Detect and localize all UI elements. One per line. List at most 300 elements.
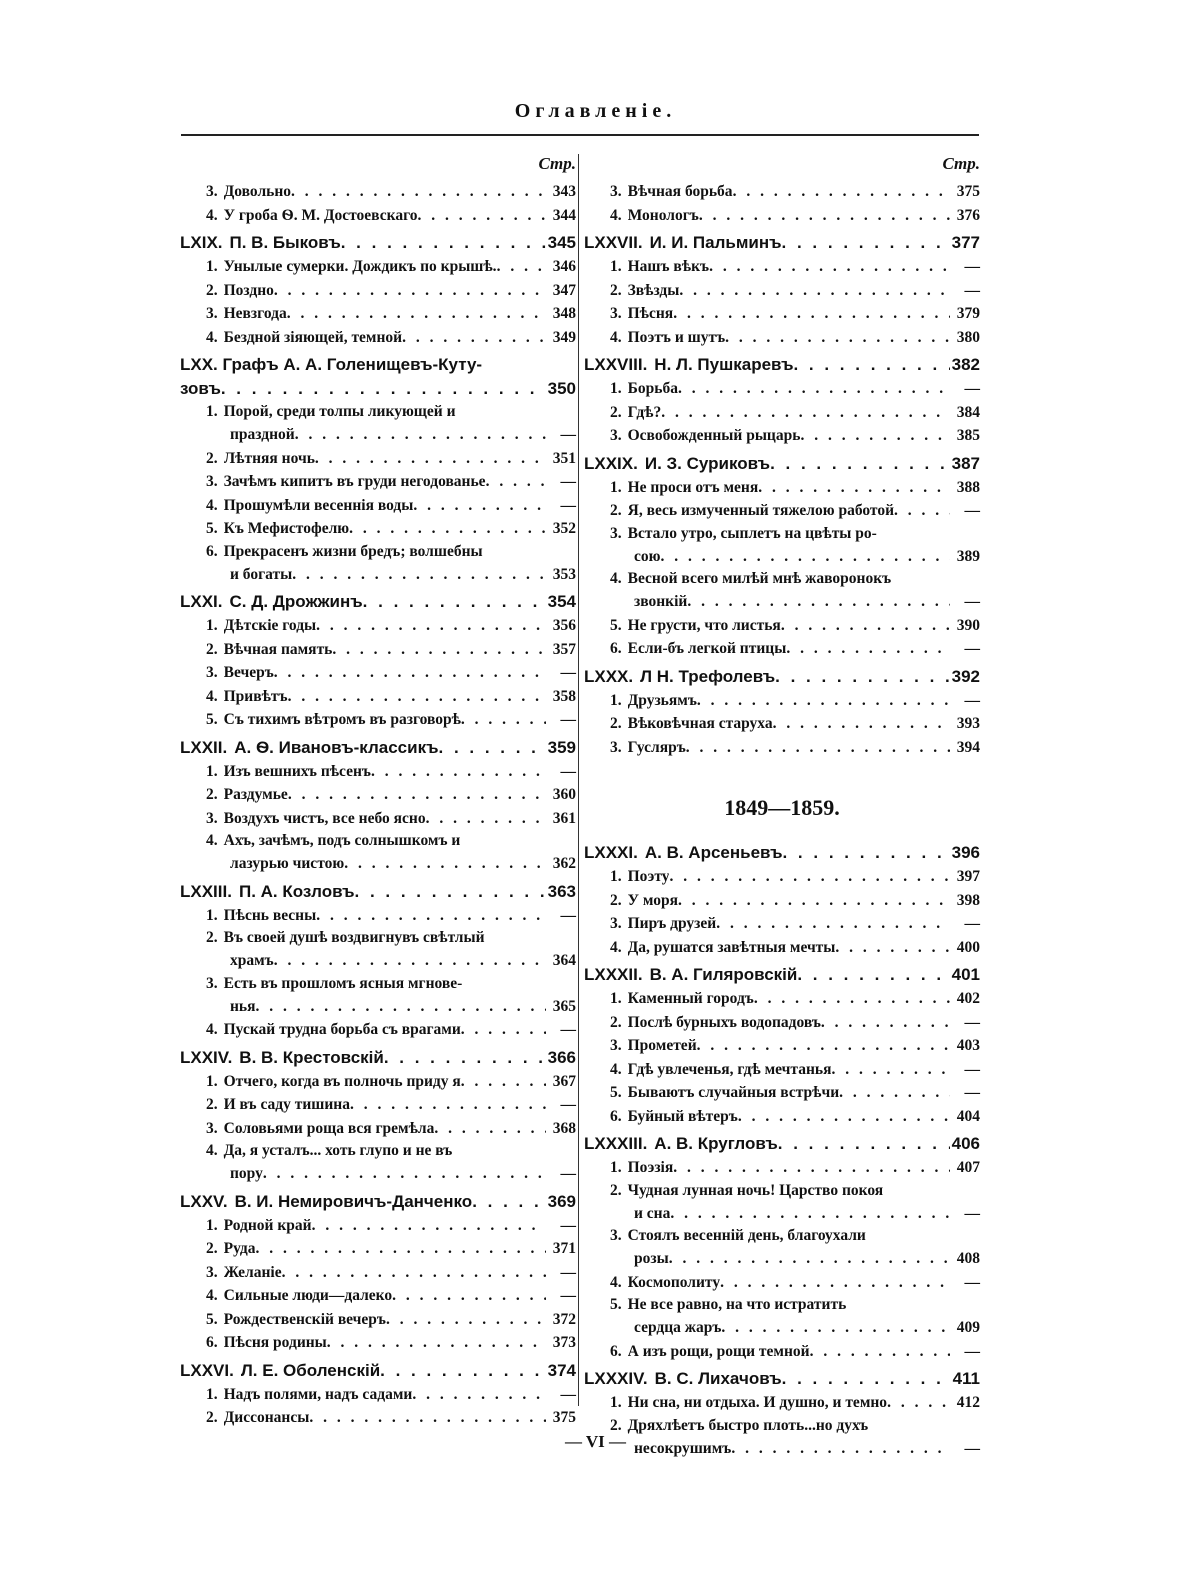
toc-poem-entry — [584, 499, 980, 523]
entry-page: 388 — [956, 478, 980, 496]
entry-title-part1: Стоялъ весеннiй день, благоухали — [627, 1227, 866, 1244]
leader-dots — [386, 1308, 546, 1332]
entry-number: 6. — [206, 1334, 218, 1351]
leader-dots — [461, 1070, 546, 1094]
entry-title-part1: Весной всего милѣй мнѣ жаворонокъ — [627, 570, 892, 587]
entry-page: 371 — [552, 1240, 576, 1257]
leader-dots — [274, 949, 546, 973]
entry-number: 1. — [206, 617, 218, 634]
leader-dots — [316, 614, 546, 638]
entry-page: — — [964, 502, 980, 519]
entry-number: 2. — [206, 786, 218, 803]
entry-title-part1: Да, я усталъ... хоть глупо и не въ — [223, 1142, 453, 1159]
leader-dots — [797, 963, 950, 987]
entry-number: 3. — [610, 427, 622, 444]
toc-poem-entry — [584, 637, 980, 661]
toc-poem-entry — [584, 1081, 980, 1105]
entry-title: Пѣсня — [627, 305, 674, 322]
leader-dots — [412, 1383, 546, 1407]
toc-poem-entry — [584, 736, 980, 760]
entry-page: 354 — [547, 592, 576, 611]
entry-title-line — [206, 852, 576, 876]
entry-title-part2: несокрушимъ — [634, 1439, 732, 1457]
toc-poem-entry — [180, 1070, 576, 1094]
entry-number: 1. — [206, 403, 218, 420]
toc-author-entry — [180, 353, 576, 401]
leader-dots — [709, 255, 950, 279]
leader-dots — [380, 1359, 546, 1383]
entry-title-line — [206, 949, 576, 973]
entry-number: 1. — [610, 868, 622, 885]
entry-page: 348 — [552, 305, 576, 322]
entry-number: 1. — [206, 258, 218, 275]
entry-title: Надъ полями, надъ садами — [223, 1385, 413, 1403]
toc-poem-entry — [584, 865, 980, 889]
leader-dots — [413, 494, 546, 518]
entry-page: 359 — [547, 737, 576, 757]
entry-title: Воздухъ чистъ, все небо ясно — [223, 809, 426, 827]
toc-author-entry — [180, 1190, 576, 1214]
toc-poem-entry — [180, 1308, 576, 1332]
toc-poem-entry — [584, 1011, 980, 1035]
entry-page: 351 — [552, 449, 576, 467]
entry-page: — — [560, 1287, 576, 1304]
toc-author-entry — [180, 880, 576, 904]
entry-page: 382 — [951, 355, 980, 374]
toc-poem-entry — [584, 523, 980, 569]
entry-number: 5. — [206, 1310, 218, 1328]
entry-title-line — [206, 541, 576, 563]
leader-dots — [291, 180, 546, 204]
entry-title: И. З. Суриковъ — [644, 453, 771, 473]
entry-page: 390 — [956, 616, 980, 634]
entry-page: — — [964, 1013, 980, 1031]
entry-title-part2: праздной — [230, 426, 295, 443]
entry-title: У моря — [627, 891, 678, 909]
leader-dots — [673, 302, 950, 326]
entry-title: Каменный городъ — [627, 990, 754, 1007]
entry-title-line — [610, 1180, 980, 1202]
entry-title: Руда — [223, 1240, 256, 1257]
entry-title: Прошумѣли весеннiя воды — [223, 496, 414, 514]
toc-poem-entry — [180, 760, 576, 784]
entry-title-line — [206, 423, 576, 447]
toc-entries — [584, 180, 980, 1460]
leader-dots — [697, 1034, 950, 1058]
toc-author-entry — [180, 1359, 576, 1383]
entry-title: Къ Мефистофелю — [223, 520, 350, 537]
toc-poem-entry — [180, 447, 576, 471]
entry-title-line — [610, 1247, 980, 1271]
entry-number: 2. — [206, 449, 218, 467]
entry-title: Если-бъ легкой птицы — [627, 640, 787, 657]
toc-poem-entry — [584, 614, 980, 638]
leader-dots — [309, 1406, 546, 1430]
leader-dots — [461, 1018, 546, 1042]
leader-dots — [669, 1247, 950, 1271]
entry-page: 412 — [956, 1394, 980, 1411]
entry-number: 2. — [206, 929, 218, 946]
entry-page: 398 — [956, 891, 980, 909]
entry-title: Бываютъ случайныя встрѣчи — [627, 1084, 840, 1101]
leader-dots — [738, 1105, 950, 1129]
entry-page: 360 — [552, 786, 576, 803]
leader-dots — [497, 255, 546, 279]
leader-dots — [316, 904, 546, 928]
header-rule — [181, 134, 979, 136]
entry-page: 343 — [552, 183, 576, 200]
entry-title: Друзьямъ — [627, 691, 697, 709]
leader-dots — [327, 1331, 546, 1355]
toc-poem-entry — [584, 936, 980, 960]
entry-title-line — [206, 973, 576, 995]
entry-page: 396 — [951, 843, 980, 862]
toc-poem-entry — [180, 204, 576, 228]
entry-number: 1. — [610, 478, 622, 496]
entry-page: 372 — [552, 1310, 576, 1328]
toc-poem-entry — [584, 302, 980, 326]
leader-dots — [773, 712, 950, 736]
toc-poem-entry — [584, 1058, 980, 1082]
entry-number: 1. — [206, 1072, 218, 1090]
entry-number: LXXVII. — [584, 233, 643, 252]
entry-number: 1. — [206, 762, 218, 780]
entry-title: А. В. Арсеньевъ — [644, 843, 783, 862]
toc-author-entry — [584, 231, 980, 255]
toc-poem-entry — [584, 889, 980, 913]
entry-page: 384 — [956, 403, 980, 421]
entry-number: 2. — [610, 403, 622, 421]
toc-author-entry — [584, 665, 980, 689]
entry-number: 5. — [206, 520, 218, 537]
entry-title: Диссонансы — [223, 1409, 310, 1426]
toc-author-entry — [584, 353, 980, 377]
entry-title: Ни сна, ни отдыха. И душно, и темно — [627, 1394, 888, 1411]
entry-title: Нашъ вѣкъ — [627, 258, 710, 275]
entry-page: — — [560, 473, 576, 490]
entry-title: Освобожденный рыцарь — [627, 427, 801, 444]
leader-dots — [660, 545, 950, 569]
toc-author-entry — [180, 736, 576, 760]
toc-poem-entry — [584, 204, 980, 228]
entry-title: Буйный вѣтеръ — [627, 1107, 738, 1125]
leader-dots — [434, 1117, 546, 1141]
leader-dots — [288, 685, 546, 709]
entry-page: 369 — [547, 1191, 576, 1211]
leader-dots — [350, 1093, 546, 1117]
entry-number: 2. — [206, 640, 218, 658]
entry-page: 403 — [956, 1037, 980, 1054]
entry-title: Гдѣ? — [627, 403, 662, 421]
leader-dots — [472, 1190, 546, 1214]
entry-number: LXXXI. — [584, 843, 638, 862]
entry-number: 3. — [206, 473, 218, 490]
entry-number: LXXIX. — [584, 453, 638, 473]
leader-dots — [363, 590, 546, 614]
leader-dots — [725, 326, 950, 350]
toc-author-entry — [180, 1046, 576, 1070]
entry-number: 1. — [206, 906, 218, 924]
entry-title: П. В. Быковъ — [229, 233, 341, 252]
leader-dots — [754, 987, 950, 1011]
toc-poem-entry — [584, 326, 980, 350]
entry-number: 4. — [206, 1021, 218, 1038]
toc-column-left — [180, 154, 576, 1430]
leader-dots — [699, 204, 950, 228]
entry-number: 1. — [610, 1159, 622, 1176]
column-divider — [578, 154, 579, 1406]
leader-dots — [355, 880, 547, 904]
toc-poem-entry — [180, 614, 576, 638]
toc-poem-entry — [180, 180, 576, 204]
entry-page: — — [560, 1216, 576, 1234]
entry-number: 4. — [206, 328, 218, 346]
entry-page: — — [964, 1084, 980, 1101]
toc-poem-entry — [180, 708, 576, 732]
entry-number: 6. — [610, 1342, 622, 1360]
leader-dots — [887, 1391, 950, 1415]
entry-title: Родной край — [223, 1216, 312, 1234]
entry-number: 4. — [206, 1142, 218, 1159]
entry-page: 363 — [547, 881, 576, 901]
entry-page: — — [560, 1096, 576, 1113]
entry-title-line — [206, 1162, 576, 1186]
leader-dots — [678, 377, 950, 401]
entry-title-part2: и богаты — [230, 565, 293, 583]
entry-title: Монологъ — [627, 206, 699, 224]
entry-title: Изъ вешнихъ пѣсенъ — [223, 762, 371, 780]
toc-poem-entry — [180, 470, 576, 494]
entry-number: 5. — [206, 711, 218, 728]
entry-number: 2. — [610, 891, 622, 909]
entry-number: 4. — [206, 1287, 218, 1304]
leader-dots — [282, 1261, 546, 1285]
entry-title: Не грусти, что листья — [627, 616, 781, 634]
leader-dots — [721, 1316, 950, 1340]
entry-title: А. Ѳ. Ивановъ-классикъ — [234, 737, 439, 757]
entry-number: 4. — [610, 570, 622, 587]
entry-title-line — [206, 1140, 576, 1162]
toc-poem-entry — [180, 1093, 576, 1117]
entry-page: 380 — [956, 328, 980, 346]
entry-page: — — [560, 1021, 576, 1038]
toc-author-entry — [180, 590, 576, 614]
toc-poem-entry — [584, 987, 980, 1011]
entry-page: — — [964, 1060, 980, 1078]
entry-number: 4. — [206, 687, 218, 705]
entry-title-line — [610, 1202, 980, 1226]
toc-poem-entry — [180, 255, 576, 279]
leader-dots — [758, 476, 950, 500]
entry-number: 3. — [206, 974, 218, 992]
entry-title: Раздумье — [223, 786, 288, 803]
entry-page: 385 — [956, 427, 980, 444]
entry-title: Привѣтъ — [223, 687, 288, 705]
leader-dots — [344, 852, 546, 876]
entry-page: 376 — [956, 206, 980, 224]
entry-number: 1. — [206, 1385, 218, 1403]
leader-dots — [781, 614, 950, 638]
entry-page: 374 — [547, 1360, 576, 1380]
entry-page: 364 — [552, 952, 576, 969]
entry-page: — — [560, 1263, 576, 1281]
entry-title-part2: нья — [230, 997, 256, 1015]
leader-dots — [384, 1046, 546, 1070]
entry-page: 397 — [956, 868, 980, 885]
entry-page: 402 — [956, 990, 980, 1007]
toc-poem-entry — [180, 1383, 576, 1407]
leader-dots — [274, 279, 546, 303]
entry-title-line — [206, 830, 576, 852]
leader-dots — [720, 1271, 950, 1295]
entry-number: 1. — [206, 1216, 218, 1234]
entry-page: — — [964, 1439, 980, 1457]
entry-title: С. Д. Дрожжинъ — [229, 592, 363, 611]
entry-title-part2: и сна — [634, 1204, 671, 1222]
entry-title-part1: Дряхлѣетъ быстро плоть...но духъ — [627, 1416, 869, 1434]
leader-dots — [669, 865, 950, 889]
entry-title: Я, весь измученный тяжелою работой — [627, 502, 895, 519]
entry-title: Борьба — [627, 380, 678, 397]
entry-number: 3. — [610, 524, 622, 542]
entry-title: В. И. Немировичъ-Данченко — [234, 1191, 473, 1211]
toc-poem-entry — [180, 1117, 576, 1141]
toc-poem-entry — [180, 904, 576, 928]
entry-title: Поздно — [223, 281, 274, 299]
entry-title-part2: звонкiй — [634, 593, 688, 610]
entry-page: 346 — [552, 258, 576, 275]
toc-author-entry — [584, 963, 980, 987]
entry-number: 5. — [610, 1084, 622, 1101]
toc-poem-entry — [180, 973, 576, 1019]
entry-number: 3. — [610, 305, 622, 322]
leader-dots — [292, 563, 546, 587]
entry-number: 1. — [610, 990, 622, 1007]
leader-dots — [782, 231, 950, 255]
toc-poem-entry — [180, 541, 576, 587]
entry-page: — — [560, 711, 576, 728]
entry-title: Унылые сумерки. Дождикъ по крышѣ. — [223, 258, 497, 275]
entry-title: Вечеръ — [223, 664, 274, 681]
entry-number: LXXXIII. — [584, 1134, 648, 1153]
leader-dots — [786, 637, 950, 661]
leader-dots — [349, 517, 546, 541]
entry-title: Лѣтняя ночь — [223, 449, 315, 467]
entry-number: 6. — [610, 1107, 622, 1125]
entry-title: Не проси отъ меня — [627, 478, 759, 496]
toc-poem-entry — [180, 279, 576, 303]
entry-title: И въ саду тишина — [223, 1096, 350, 1113]
leader-dots — [800, 424, 950, 448]
toc-entries — [180, 180, 576, 1430]
entry-page: 401 — [951, 965, 980, 984]
entry-number: 2. — [610, 281, 622, 299]
entry-number: 2. — [610, 1013, 622, 1031]
entry-page: 358 — [552, 687, 576, 705]
entry-title: Л Н. Трефолевъ — [640, 666, 776, 686]
leader-dots — [439, 736, 547, 760]
leader-dots — [679, 279, 950, 303]
entry-number: 1. — [610, 380, 622, 397]
entry-number: 3. — [206, 664, 218, 681]
toc-poem-entry — [584, 912, 980, 936]
entry-title-line — [610, 568, 980, 590]
entry-title: Невзгода — [223, 305, 287, 322]
entry-title-part1: Встало утро, сыплетъ на цвѣты ро- — [627, 524, 877, 542]
entry-number: 2. — [610, 502, 622, 519]
entry-title: Пиръ друзей — [627, 915, 717, 932]
leader-dots — [782, 841, 950, 865]
entry-page: 365 — [552, 997, 576, 1015]
entry-title: Л. Е. Оболенскiй — [240, 1360, 381, 1380]
entry-title: Пѣсня родины — [223, 1334, 327, 1351]
entry-page: 389 — [956, 547, 980, 565]
leader-dots — [287, 302, 546, 326]
entry-title-line — [206, 927, 576, 949]
leader-dots — [894, 499, 950, 523]
toc-poem-entry — [584, 1156, 980, 1180]
leader-dots — [256, 995, 546, 1019]
entry-page: 361 — [552, 809, 576, 827]
toc-poem-entry — [584, 424, 980, 448]
entry-number: 3. — [610, 1227, 622, 1244]
entry-number: 1. — [610, 258, 622, 275]
entry-number: LXXIV. — [180, 1047, 233, 1067]
entry-page: 352 — [552, 520, 576, 537]
toc-poem-entry — [584, 1105, 980, 1129]
toc-poem-entry — [180, 1140, 576, 1186]
entry-title: Поэту — [627, 868, 670, 885]
entry-title: Желанiе — [223, 1263, 282, 1281]
toc-poem-entry — [180, 1261, 576, 1285]
leader-dots — [697, 689, 950, 713]
entry-page: — — [560, 1385, 576, 1403]
entry-title-line — [610, 590, 980, 614]
entry-number: 4. — [206, 206, 218, 224]
entry-page: 411 — [952, 1369, 980, 1388]
entry-page: 394 — [956, 738, 980, 756]
leader-dots — [341, 231, 546, 255]
entry-page: — — [964, 691, 980, 709]
leader-dots — [831, 1058, 950, 1082]
entry-title-part1: Есть въ прошломъ ясныя мгнове- — [223, 974, 463, 992]
entry-number: 3. — [610, 1037, 622, 1054]
entry-number: 6. — [206, 542, 218, 560]
entry-number: LXXIII. — [180, 881, 232, 901]
toc-poem-entry — [584, 1294, 980, 1340]
leader-dots — [295, 423, 546, 447]
entry-number: 4. — [610, 1060, 622, 1078]
leader-dots — [670, 1202, 950, 1226]
entry-page: 393 — [956, 715, 980, 732]
entry-number: LXXXIV. — [584, 1369, 648, 1388]
entry-page: — — [964, 281, 980, 299]
entry-number: 4. — [206, 496, 218, 514]
entry-title-part1: Чудная лунная ночь! Царство покоя — [627, 1181, 884, 1199]
entry-page: 367 — [552, 1072, 576, 1090]
entry-title: П. А. Козловъ — [238, 881, 355, 901]
entry-page: 375 — [552, 1409, 576, 1426]
toc-poem-entry — [180, 494, 576, 518]
leader-dots — [673, 1156, 950, 1180]
toc-poem-entry — [584, 689, 980, 713]
leader-dots — [486, 470, 546, 494]
entry-page: — — [560, 426, 576, 443]
leader-dots — [687, 590, 950, 614]
entry-page: 344 — [552, 206, 576, 224]
toc-author-entry — [584, 1132, 980, 1156]
toc-poem-entry — [180, 830, 576, 876]
